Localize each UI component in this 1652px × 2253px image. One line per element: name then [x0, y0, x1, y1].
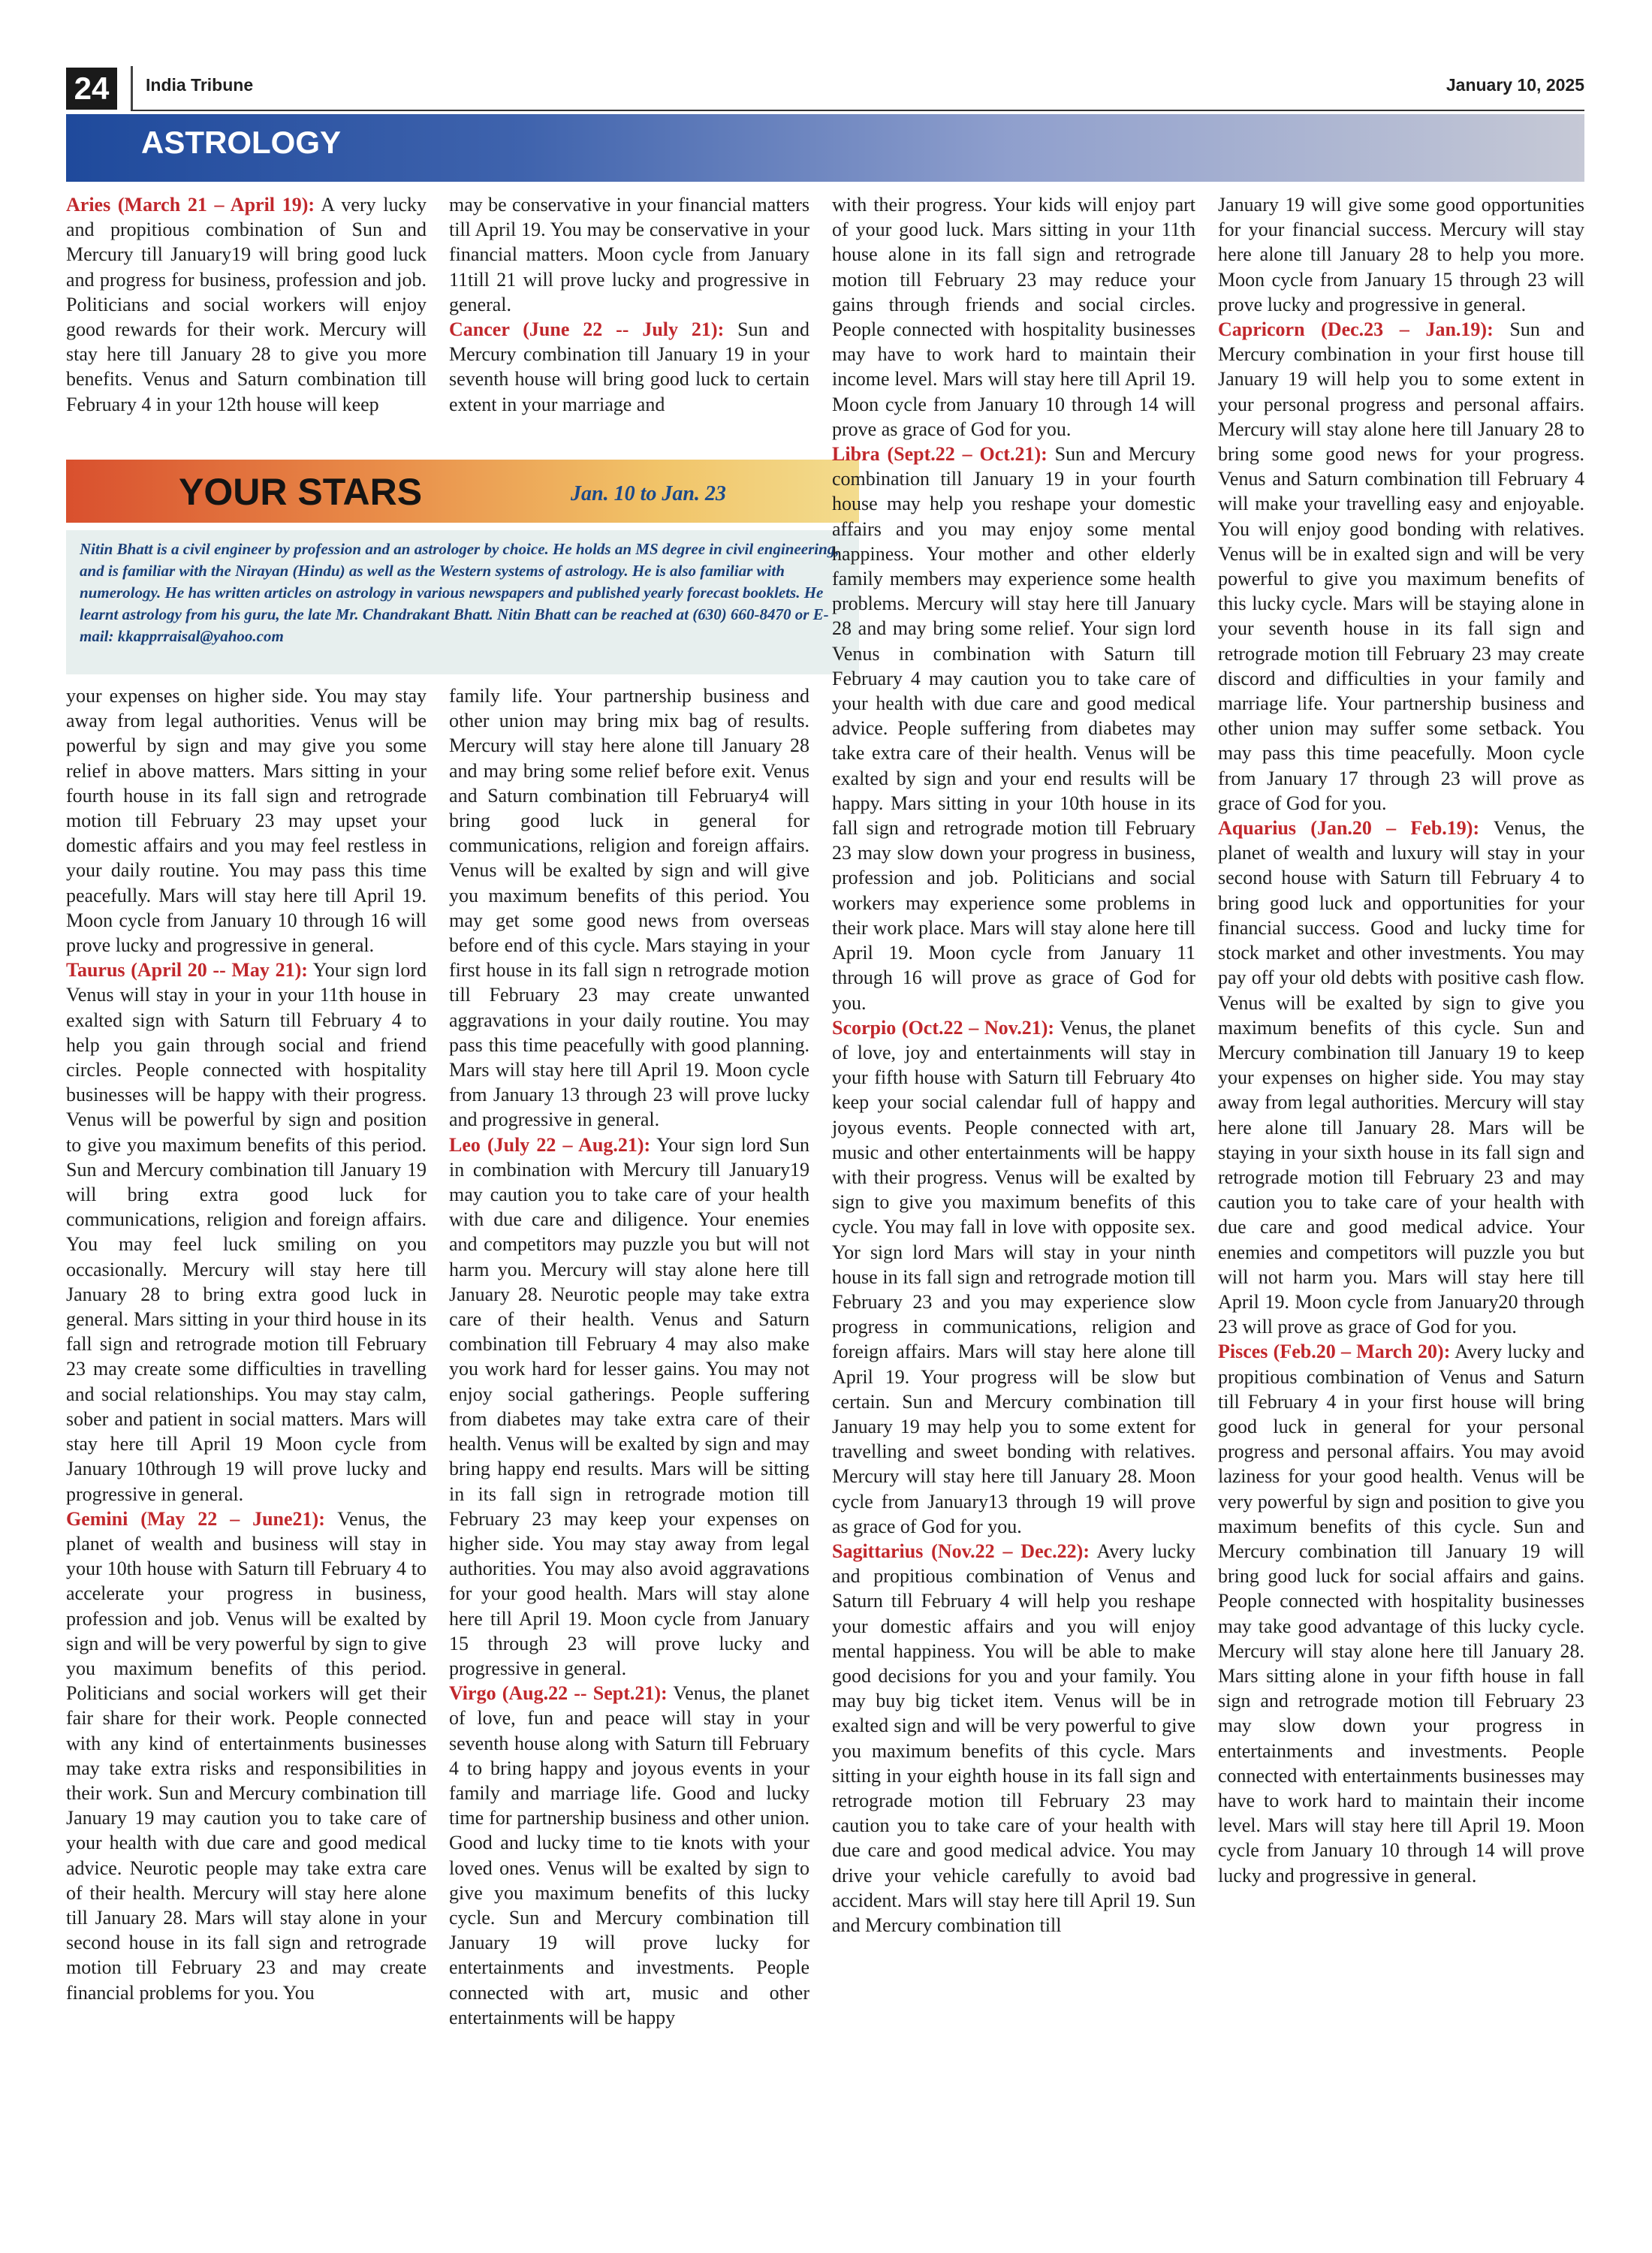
- horoscope-aquarius: [1218, 816, 1584, 1339]
- your-stars-banner: [66, 460, 859, 523]
- sagittarius-text: Avery lucky and propitious combination of Venus and Saturn till February 4 will help you reshape your domestic affairs and you will enjoy mental happiness. You will be able to make good decisions for you and your family. You may buy big ticket item. Venus will be in exalted sign and will be very powerful to give you maximum benefits of this cycle. Mars sitting in your eighth house in its fall sign and retrograde motion till February 23 may caution you to take care of your health with due care and good medical advice. You may drive your vehicle carefully to avoid bad accident. Mars will stay here till April 19. Sun and Mercury combination till: [832, 1540, 1196, 1937]
- column-2: [449, 192, 809, 417]
- scorpio-text: Venus, the planet of love, joy and entertainments will stay in your fifth house with Saturn till February 4to keep your social calendar full of happy and joyous events. People connected with art, music and other entertainments will be happy with their progress. Venus will be exalted by sign to give you maximum benefits of this cycle. You may fall in love with opposite sex. Yor sign lord Mars will stay in your ninth house in its fall sign and retrograde motion till February 23 and you may experience slow progress in communications, religion and foreign affairs. Mars will stay here alone till April 19. Your progress will be slow but certain. Sun and Mercury combination till January 19 may help you to some extent for travelling and sweet bonding with relatives. Mercury will stay here till January 28. Moon cycle from January13 through 19 will prove as grace of God for you.: [832, 1016, 1195, 1537]
- column-3: [832, 192, 1195, 1938]
- column-2-continued: [449, 683, 809, 2030]
- taurus-text: Your sign lord Venus will stay in your in your 11th house in exalted sign with Saturn till February 4 to help you gain through social and friend circles. People connected with hospitality businesses will be happy with their progress. Venus will be powerful by sign and position to give you maximum benefits of this period. Sun and Mercury combination till January 19 will bring extra good luck for communications, religion and foreign affairs. You may feel luck smiling on you occasionally. Mercury will stay here till January 28 to bring extra good luck in general. Mars sitting in your third house in its fall sign and retrograde motion till February 23 may create some difficulties in travelling and social relationships. You may stay calm, sober and patient in social matters. Mars will stay here till April 19 Moon cycle from January 10through 19 will prove lucky and progressive in general.: [66, 959, 427, 1505]
- cancer-text: Sun and Mercury combination till January 19 in your seventh house will bring good luck to certain extent in your marriage and: [449, 318, 809, 415]
- horoscope-sagittarius-part2: [1218, 192, 1584, 317]
- sign-label-sagittarius: Sagittarius (Nov.22 – Dec.22):: [832, 1540, 1090, 1562]
- section-title: ASTROLOGY: [141, 125, 342, 160]
- horoscope-taurus: [66, 958, 427, 1506]
- column-1: [66, 192, 427, 417]
- horoscope-virgo-part2: [832, 192, 1195, 442]
- sign-label-cancer: Cancer (June 22 -- July 21):: [449, 318, 725, 341]
- feature-title: YOUR STARS: [179, 471, 423, 513]
- sign-label-virgo: Virgo (Aug.22 -- Sept.21):: [449, 1682, 668, 1705]
- sign-label-libra: Libra (Sept.22 – Oct.21):: [832, 443, 1048, 466]
- sign-label-aries: Aries (March 21 – April 19):: [66, 194, 315, 216]
- sign-label-aquarius: Aquarius (Jan.20 – Feb.19):: [1218, 817, 1480, 840]
- header-divider: [131, 66, 133, 110]
- horoscope-libra: [832, 442, 1195, 1015]
- horoscope-gemini-part1: [66, 1507, 427, 2005]
- sign-label-capricorn: Capricorn (Dec.23 – Jan.19):: [1218, 318, 1494, 341]
- feature-date-range: Jan. 10 to Jan. 23: [571, 482, 726, 505]
- leo-text: Your sign lord Sun in combination with Mercury till January19 may caution you to take care of your health with due care and diligence. Your enemies and competitors may puzzle you but will not harm you. Mercury will stay alone here till January 28. Neurotic people may take extra care of their health. Venus and Saturn combination till February 4 may also make you work hard for lesser gains. You may not enjoy social gatherings. People suffering from diabetes may take extra care of their health. Venus will be exalted by sign and may bring happy end results. Mars will be sitting in its fall sign in retrograde motion till February 23 may keep your expenses on higher side. You may stay away from legal authorities. You may also avoid aggravations for your good health. Mars will stay alone here till April 19. Moon cycle from January 15 through 23 will prove lucky and progressive in general.: [449, 1133, 809, 1679]
- horoscope-pisces: [1218, 1339, 1584, 1887]
- header-rule: [131, 110, 1584, 111]
- section-banner: [66, 114, 1584, 182]
- publication-name: India Tribune: [146, 75, 254, 95]
- horoscope-virgo-part1: [449, 1681, 809, 2030]
- horoscope-sagittarius-part1: [832, 1539, 1195, 1938]
- cancer-text-cont: family life. Your partnership business and other union may bring mix bag of results. Mercury will stay here alone till January 28 and may bring some relief before exit. Venus and Saturn combination till February4 will bring good luck in general for communications, religion and foreign affairs. Venus will be exalted by sign and will give you maximum benefits of this period. You may get some good news from overseas before end of this cycle. Mars staying in your first house in its fall sign n retrograde motion till February 23 may create unwanted aggravations in your daily routine. You may pass this time peacefully with good planning. Mars will stay here till April 19. Moon cycle from January 13 through 23 will prove lucky and progressive in general.: [449, 685, 809, 1131]
- horoscope-gemini-part2: [449, 192, 809, 317]
- aries-text: A very lucky and propitious combination of Sun and Mercury till January19 will bring good luck and progress for business, profession and job. Politicians and social workers will enjoy good rewards for their work. Mercury will stay here till January 28 to give you more benefits. Venus and Saturn combination till February 4 in your 12th house will keep: [66, 194, 427, 415]
- horoscope-capricorn: [1218, 317, 1584, 816]
- capricorn-text: Sun and Mercury combination in your first house till January 19 will help you to some extent in your personal progress and personal affairs. Mercury will stay alone here till January 28 to bring some good news for your progress. Venus and Saturn combination till February 4 will make your travelling easy and enjoyable. You will enjoy good bonding with relatives. Venus will be in exalted sign and will be very powerful to give you maximum benefits of this lucky cycle. Mars will be staying alone in your seventh house in its fall sign and retrograde motion till February 23 may create discord and difficulties in your family and marriage life. Your partnership business and other union may suffer some setback. You may pass this time peacefully. Moon cycle from January 17 through 23 will prove as grace of God for you.: [1218, 318, 1584, 814]
- column-4: [1218, 192, 1584, 1888]
- gemini-text-cont: may be conservative in your financial matters till April 19. You may be conservative in your financial matters. Moon cycle from January 11till 21 will prove lucky and progressive in general.: [449, 194, 809, 315]
- issue-date: January 10, 2025: [1446, 75, 1584, 95]
- libra-text: Sun and Mercury combination till January 19 in your fourth house may help you reshape your domestic affairs and you may enjoy some mental happiness. Your mother and other elderly family members may experience some health problems. Mercury will stay here till January 28 and may bring some relief. Your sign lord Venus in combination with Saturn till February 4 may caution you to take care of your health with due care and good medical advice. People suffering from diabetes may take extra care of their health. Venus will be exalted by sign and your end results will be happy. Mars sitting in your 10th house in its fall sign and retrograde motion till February 23 may slow down your progress in business, profession and job. Politicians and social workers may experience some problems in their work place. Mars will stay alone here till April 19. Moon cycle from January 11 through 16 will prove as grace of God for you.: [832, 443, 1195, 1014]
- sign-label-scorpio: Scorpio (Oct.22 – Nov.21):: [832, 1016, 1055, 1039]
- aries-text-cont: your expenses on higher side. You may stay away from legal authorities. Venus will be powerful by sign and may give you some relief in above matters. Mars sitting in your fourth house in its fall sign and retrograde motion till February 23 may upset your domestic affairs and you may feel restless in your daily routine. You may pass this time peacefully. Mars will stay here till April 19. Moon cycle from January 10 through 16 will prove lucky and progressive in general.: [66, 685, 427, 957]
- column-1-continued: [66, 683, 427, 2005]
- sign-label-leo: Leo (July 22 – Aug.21):: [449, 1133, 651, 1156]
- pisces-text: Avery lucky and propitious combination of Venus and Saturn till February 4 in your first house will bring good luck in general for your personal progress and personal affairs. You may avoid laziness for your good health. Venus will be very powerful by sign and position to give you maximum benefits of this cycle. Sun and Mercury combination till January 19 will bring good luck for social affairs and gains. People connected with hospitality businesses may take good advantage of this lucky cycle. Mercury will stay alone here till January 28. Mars sitting alone in your fifth house in fall sign and retrograde motion till February 23 may slow down your progress in entertainments and investments. People connected with entertainments businesses may have to work hard to maintain their income level. Mars will stay here till April 19. Moon cycle from January 10 through 14 will prove lucky and progressive in general.: [1218, 1341, 1584, 1887]
- horoscope-cancer-part1: [449, 317, 809, 417]
- virgo-text-cont: with their progress. Your kids will enjoy part of your good luck. Mars sitting in your 11th house alone in its fall sign and retrograde motion till February 23 may reduce your gains through friends and social circles. People connected with hospitality businesses may have to work hard to maintain their income level. Mars will stay here till April 19. Moon cycle from January 10 through 14 will prove as grace of God for you.: [832, 194, 1195, 440]
- horoscope-aries-part2: [66, 683, 427, 958]
- page-number: 24: [66, 68, 117, 110]
- author-bio: Nitin Bhatt is a civil engineer by profession and an astrologer by choice. He holds an MS degree in civil engineering, and is familiar with the Nirayan (Hindu) as well as the Western systems of astrology. He is also familiar with numerology. He has written articles on astrology in various newspapers and published yearly forecast booklets. He learnt astrology from his guru, the late Mr. Chandrakant Bhatt. Nitin Bhatt can be reached at (630) 660-8470 or E-mail: kkapprraisal@yahoo.com: [66, 530, 859, 674]
- aquarius-text: Venus, the planet of wealth and luxury will stay in your second house with Saturn till February 4 to bring good luck and opportunities for your financial success. Good and lucky time for stock market and other investments. You may pay off your old debts with positive cash flow. Venus will be exalted by sign to give you maximum benefits of this cycle. Sun and Mercury combination till January 19 to keep your expenses on higher side. You may stay away from legal authorities. Mercury will stay here alone till January 28. Mars will be staying in your sixth house in its fall sign and retrograde motion till February 23 and may caution you to take care of your health with due care and good medical advice. Your enemies and competitors will puzzle you but will not harm you. Mars will stay here till April 19. Moon cycle from January20 through 23 will prove as grace of God for you.: [1218, 817, 1584, 1338]
- gemini-text: Venus, the planet of wealth and business will stay in your 10th house with Saturn till February 4 to accelerate your progress in business, profession and job. Venus will be exalted by sign and will be very powerful by sign to give you maximum benefits of this period. Politicians and social workers will get their fair share for their work. People connected with any kind of entertainments businesses may take extra risks and responsibilities in their work. Sun and Mercury combination till January 19 may caution you to take care of your health with due care and good medical advice. Neurotic people may take extra care of their health. Mercury will stay here alone till January 28. Mars will stay alone in your second house in its fall sign and retrograde motion till February 23 and may create financial problems for you. You: [66, 1507, 427, 2004]
- sagittarius-text-cont: January 19 will give some good opportunities for your financial success. Mercury will stay here alone till January 28 to help you more. Moon cycle from January 15 through 23 will prove lucky and progressive in general.: [1218, 194, 1584, 315]
- horoscope-cancer-part2: [449, 683, 809, 1133]
- sign-label-gemini: Gemini (May 22 – June21):: [66, 1507, 325, 1530]
- horoscope-leo: [449, 1133, 809, 1681]
- horoscope-scorpio: [832, 1015, 1195, 1539]
- sign-label-taurus: Taurus (April 20 -- May 21):: [66, 959, 308, 982]
- virgo-text: Venus, the planet of love, fun and peace will stay in your seventh house along with Saturn till February 4 to bring happy and joyous events in your family and marriage life. Good and lucky time for partnership business and other union. Good and lucky time to tie knots with your loved ones. Venus will be exalted by sign to give you maximum benefits of this lucky cycle. Sun and Mercury combination till January 19 will prove lucky for entertainments and investments. People connected with art, music and other entertainments will be happy: [449, 1682, 809, 2028]
- sign-label-pisces: Pisces (Feb.20 – March 20):: [1218, 1341, 1451, 1363]
- horoscope-aries-part1: [66, 192, 427, 417]
